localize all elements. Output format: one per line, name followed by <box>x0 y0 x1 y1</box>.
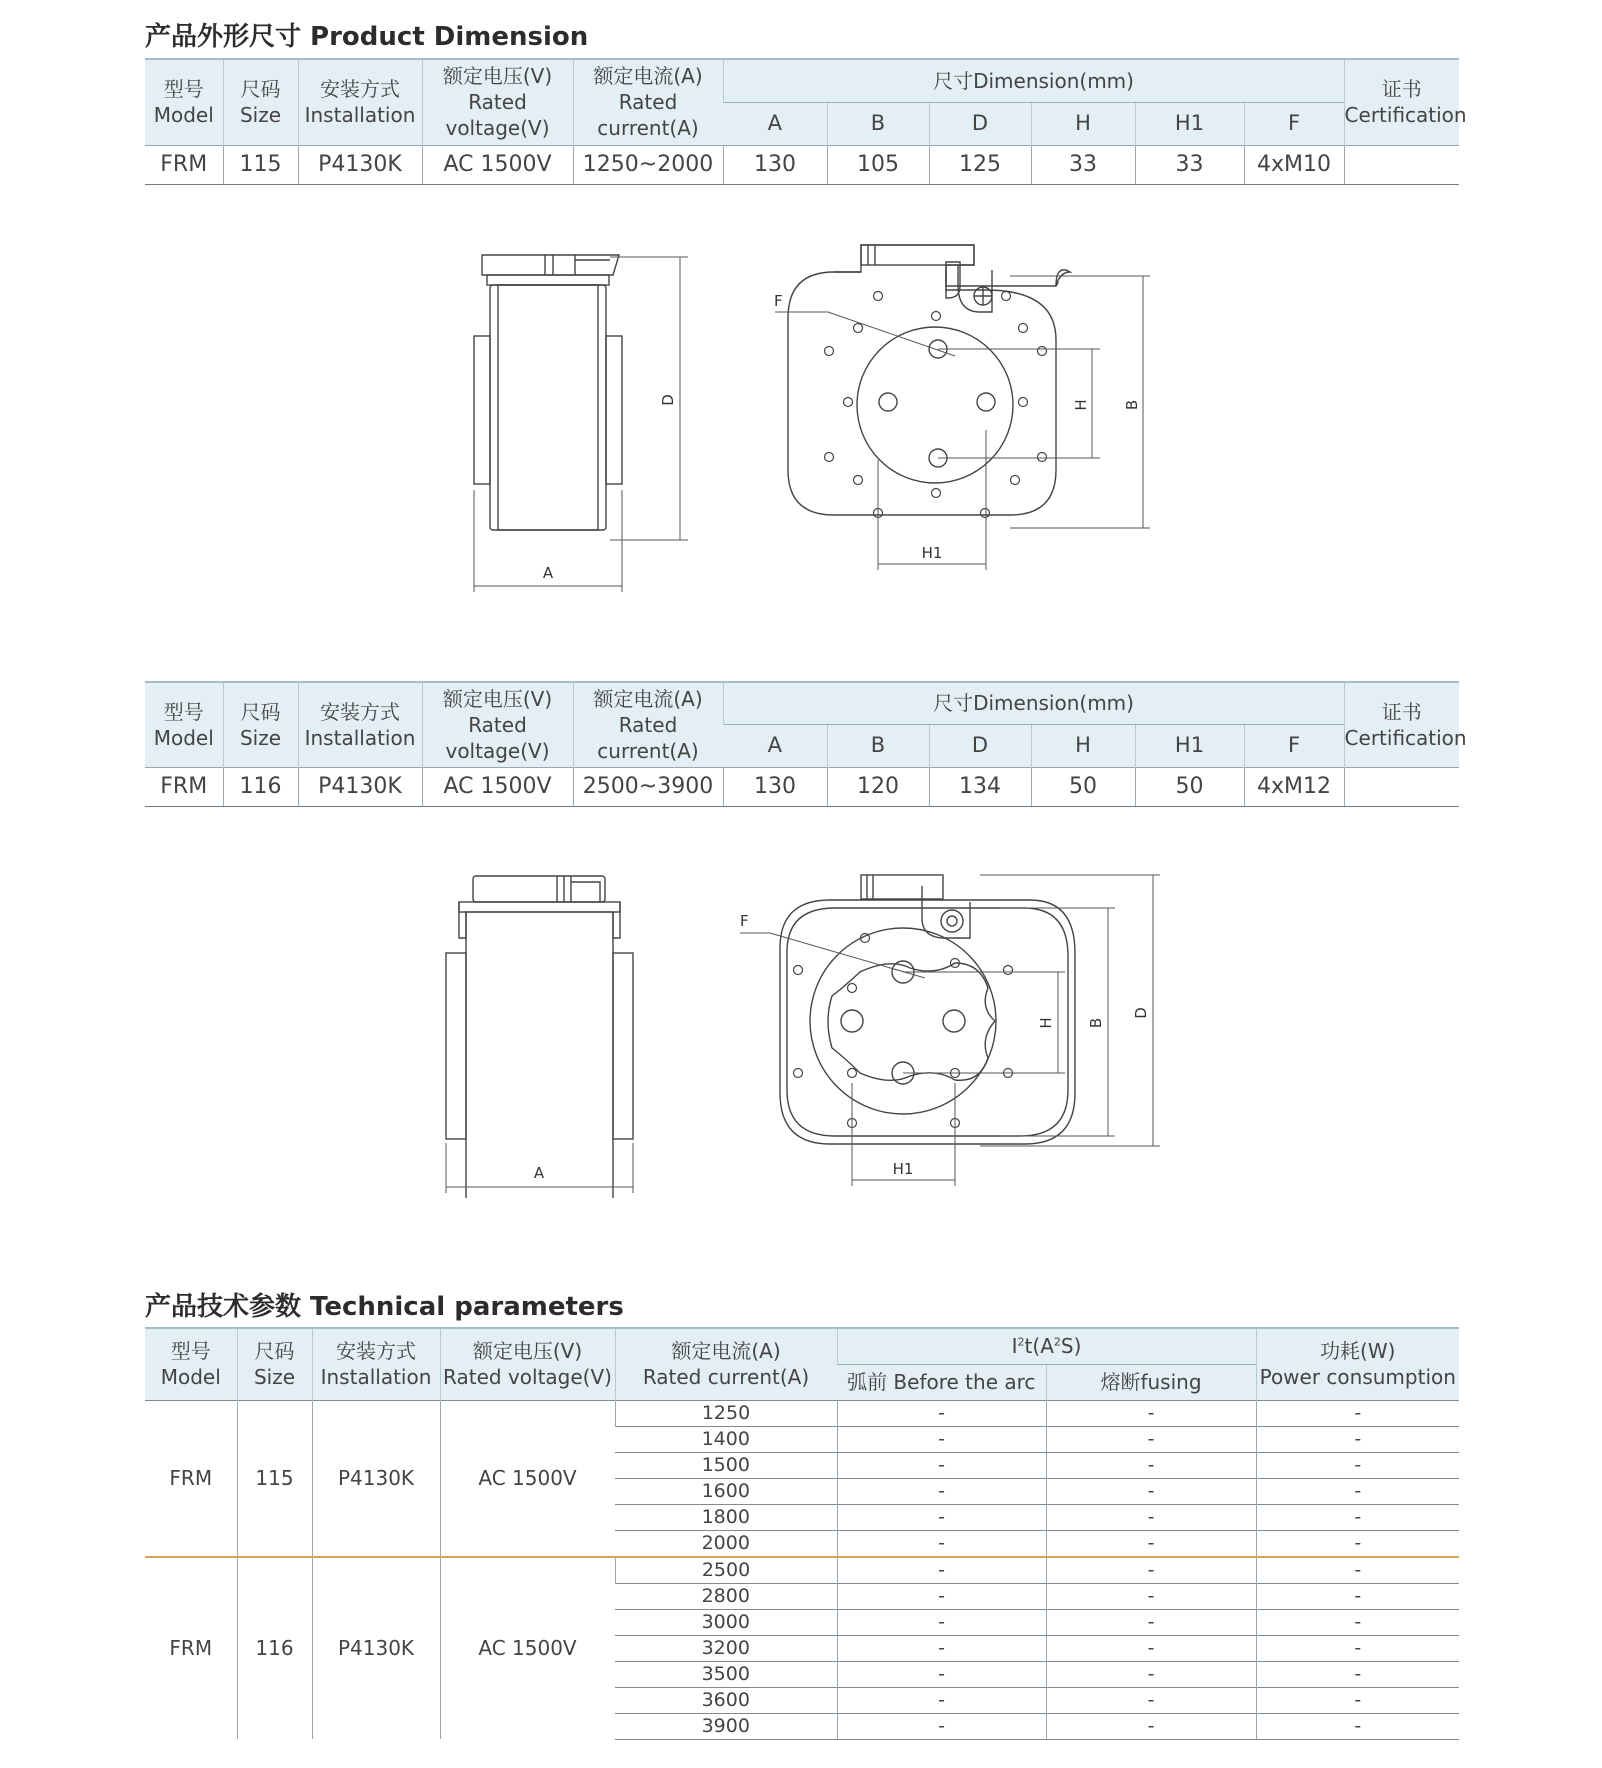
dim-label-h: H <box>1037 1017 1055 1029</box>
header-h1: H1 <box>1135 102 1244 145</box>
dim-label-f: F <box>740 912 749 930</box>
header-installation: 安装方式 Installation <box>312 1328 440 1400</box>
cell-before-arc: - <box>837 1530 1046 1557</box>
header-certification: 证书 Certification <box>1344 682 1459 767</box>
cell-h1: 50 <box>1135 767 1244 806</box>
cell-before-arc: - <box>837 1713 1046 1739</box>
cell-current: 1600 <box>615 1478 837 1504</box>
header-fusing: 熔断fusing <box>1046 1364 1256 1400</box>
dim-label-b: B <box>1123 399 1141 411</box>
cell-current: 3500 <box>615 1661 837 1687</box>
cell-power: - <box>1256 1557 1459 1584</box>
cell-size: 115 <box>237 1400 312 1557</box>
header-h1: H1 <box>1135 724 1244 767</box>
cell-power: - <box>1256 1687 1459 1713</box>
header-dimension: 尺寸Dimension(mm) <box>723 682 1344 724</box>
cell-power: - <box>1256 1426 1459 1452</box>
cell-b: 105 <box>827 145 929 184</box>
header-model: 型号 Model <box>145 59 223 145</box>
header-rated-current: 额定电流(A) Rated current(A) <box>615 1328 837 1400</box>
cell-current: 1800 <box>615 1504 837 1530</box>
cell-fusing: - <box>1046 1557 1256 1584</box>
cell-power: - <box>1256 1635 1459 1661</box>
cell-size: 116 <box>223 767 298 806</box>
cell-fusing: - <box>1046 1452 1256 1478</box>
cell-install: P4130K <box>312 1557 440 1740</box>
dim-label-a: A <box>533 1164 545 1182</box>
cell-fusing: - <box>1046 1635 1256 1661</box>
header-b: B <box>827 102 929 145</box>
cell-before-arc: - <box>837 1400 1046 1426</box>
cell-fusing: - <box>1046 1583 1256 1609</box>
cell-d: 134 <box>929 767 1031 806</box>
cell-size: 115 <box>223 145 298 184</box>
header-model: 型号 Model <box>145 682 223 767</box>
cell-f: 4xM10 <box>1244 145 1344 184</box>
cell-fusing: - <box>1046 1713 1256 1739</box>
cell-power: - <box>1256 1478 1459 1504</box>
cell-h1: 33 <box>1135 145 1244 184</box>
dim-label-a: A <box>542 564 554 582</box>
cell-power: - <box>1256 1400 1459 1426</box>
cell-a: 130 <box>723 767 827 806</box>
cell-fusing: - <box>1046 1661 1256 1687</box>
cell-model: FRM <box>145 145 223 184</box>
cell-power: - <box>1256 1713 1459 1739</box>
cell-before-arc: - <box>837 1583 1046 1609</box>
dim-label-b: B <box>1087 1017 1105 1029</box>
side-view-drawing-115 <box>450 240 700 600</box>
cell-h: 50 <box>1031 767 1135 806</box>
header-b: B <box>827 724 929 767</box>
cell-model: FRM <box>145 1557 237 1740</box>
header-installation: 安装方式 Installation <box>298 682 422 767</box>
header-a: A <box>723 724 827 767</box>
header-i2t: $I^2t(A^2S)$ <box>837 1328 1256 1364</box>
cell-before-arc: - <box>837 1557 1046 1584</box>
cell-fusing: - <box>1046 1400 1256 1426</box>
cell-before-arc: - <box>837 1661 1046 1687</box>
header-rated-voltage: 额定电压(V) Rated voltage(V) <box>422 682 573 767</box>
cell-install: P4130K <box>312 1400 440 1557</box>
cell-before-arc: - <box>837 1635 1046 1661</box>
cell-power: - <box>1256 1609 1459 1635</box>
front-view-drawing-115 <box>770 240 1170 580</box>
cell-current: 3900 <box>615 1713 837 1739</box>
dim-label-d: D <box>1132 1007 1150 1019</box>
header-d: D <box>929 724 1031 767</box>
cell-current: 1250~2000 <box>573 145 723 184</box>
header-power-consumption: 功耗(W) Power consumption <box>1256 1328 1459 1400</box>
cell-d: 125 <box>929 145 1031 184</box>
table-row <box>145 1557 1459 1584</box>
dim-label-h1: H1 <box>892 1160 914 1178</box>
cell-f: 4xM12 <box>1244 767 1344 806</box>
dim-label-f: F <box>774 292 783 310</box>
cell-current: 1400 <box>615 1426 837 1452</box>
header-before-arc: 弧前 Before the arc <box>837 1364 1046 1400</box>
header-h: H <box>1031 724 1135 767</box>
header-model: 型号 Model <box>145 1328 237 1400</box>
technical-parameters-title: 产品技术参数 Technical parameters <box>145 1292 624 1322</box>
cell-voltage: AC 1500V <box>422 767 573 806</box>
table-row <box>145 1400 1459 1426</box>
cell-fusing: - <box>1046 1478 1256 1504</box>
cell-before-arc: - <box>837 1478 1046 1504</box>
cell-model: FRM <box>145 767 223 806</box>
product-dimension-title: 产品外形尺寸 Product Dimension <box>145 22 589 52</box>
cell-size: 116 <box>237 1557 312 1740</box>
cell-fusing: - <box>1046 1426 1256 1452</box>
cell-power: - <box>1256 1530 1459 1557</box>
technical-parameters-table <box>145 1327 1459 1740</box>
header-f: F <box>1244 724 1344 767</box>
cell-a: 130 <box>723 145 827 184</box>
cell-current: 3000 <box>615 1609 837 1635</box>
header-a: A <box>723 102 827 145</box>
dimension-table-115 <box>145 58 1467 185</box>
cell-voltage: AC 1500V <box>440 1400 615 1557</box>
cell-model: FRM <box>145 1400 237 1557</box>
header-rated-current: 额定电流(A) Rated current(A) <box>573 682 723 767</box>
cell-current: 1250 <box>615 1400 837 1426</box>
cell-current: 2000 <box>615 1530 837 1557</box>
header-f: F <box>1244 102 1344 145</box>
header-dimension: 尺寸Dimension(mm) <box>723 59 1344 102</box>
header-rated-current: 额定电流(A) Rated current(A) <box>573 59 723 145</box>
dim-label-h1: H1 <box>921 544 943 562</box>
cell-current: 3200 <box>615 1635 837 1661</box>
cell-fusing: - <box>1046 1609 1256 1635</box>
dim-label-d: D <box>659 394 677 406</box>
cell-fusing: - <box>1046 1530 1256 1557</box>
table-row <box>145 145 1459 184</box>
cell-cert <box>1344 145 1459 184</box>
cell-current: 2500~3900 <box>573 767 723 806</box>
cell-power: - <box>1256 1452 1459 1478</box>
cell-voltage: AC 1500V <box>440 1557 615 1740</box>
cell-current: 2500 <box>615 1557 837 1584</box>
cell-before-arc: - <box>837 1609 1046 1635</box>
front-view-drawing-116 <box>740 868 1170 1198</box>
header-d: D <box>929 102 1031 145</box>
dim-label-h: H <box>1072 399 1090 411</box>
cell-power: - <box>1256 1583 1459 1609</box>
header-size: 尺码 Size <box>237 1328 312 1400</box>
table-row <box>145 767 1459 806</box>
header-rated-voltage: 额定电压(V) Rated voltage(V) <box>440 1328 615 1400</box>
cell-power: - <box>1256 1504 1459 1530</box>
header-installation: 安装方式 Installation <box>298 59 422 145</box>
header-size: 尺码 Size <box>223 682 298 767</box>
cell-fusing: - <box>1046 1687 1256 1713</box>
cell-install: P4130K <box>298 145 422 184</box>
cell-fusing: - <box>1046 1504 1256 1530</box>
dimension-table-116 <box>145 681 1467 807</box>
header-size: 尺码 Size <box>223 59 298 145</box>
cell-before-arc: - <box>837 1452 1046 1478</box>
cell-h: 33 <box>1031 145 1135 184</box>
cell-before-arc: - <box>837 1687 1046 1713</box>
cell-current: 2800 <box>615 1583 837 1609</box>
header-rated-voltage: 额定电压(V) Rated voltage(V) <box>422 59 573 145</box>
cell-voltage: AC 1500V <box>422 145 573 184</box>
cell-current: 1500 <box>615 1452 837 1478</box>
cell-power: - <box>1256 1661 1459 1687</box>
side-view-drawing-116 <box>440 868 640 1198</box>
cell-b: 120 <box>827 767 929 806</box>
cell-before-arc: - <box>837 1504 1046 1530</box>
header-certification: 证书 Certification <box>1344 59 1459 145</box>
cell-cert <box>1344 767 1459 806</box>
cell-install: P4130K <box>298 767 422 806</box>
cell-before-arc: - <box>837 1426 1046 1452</box>
cell-current: 3600 <box>615 1687 837 1713</box>
header-h: H <box>1031 102 1135 145</box>
